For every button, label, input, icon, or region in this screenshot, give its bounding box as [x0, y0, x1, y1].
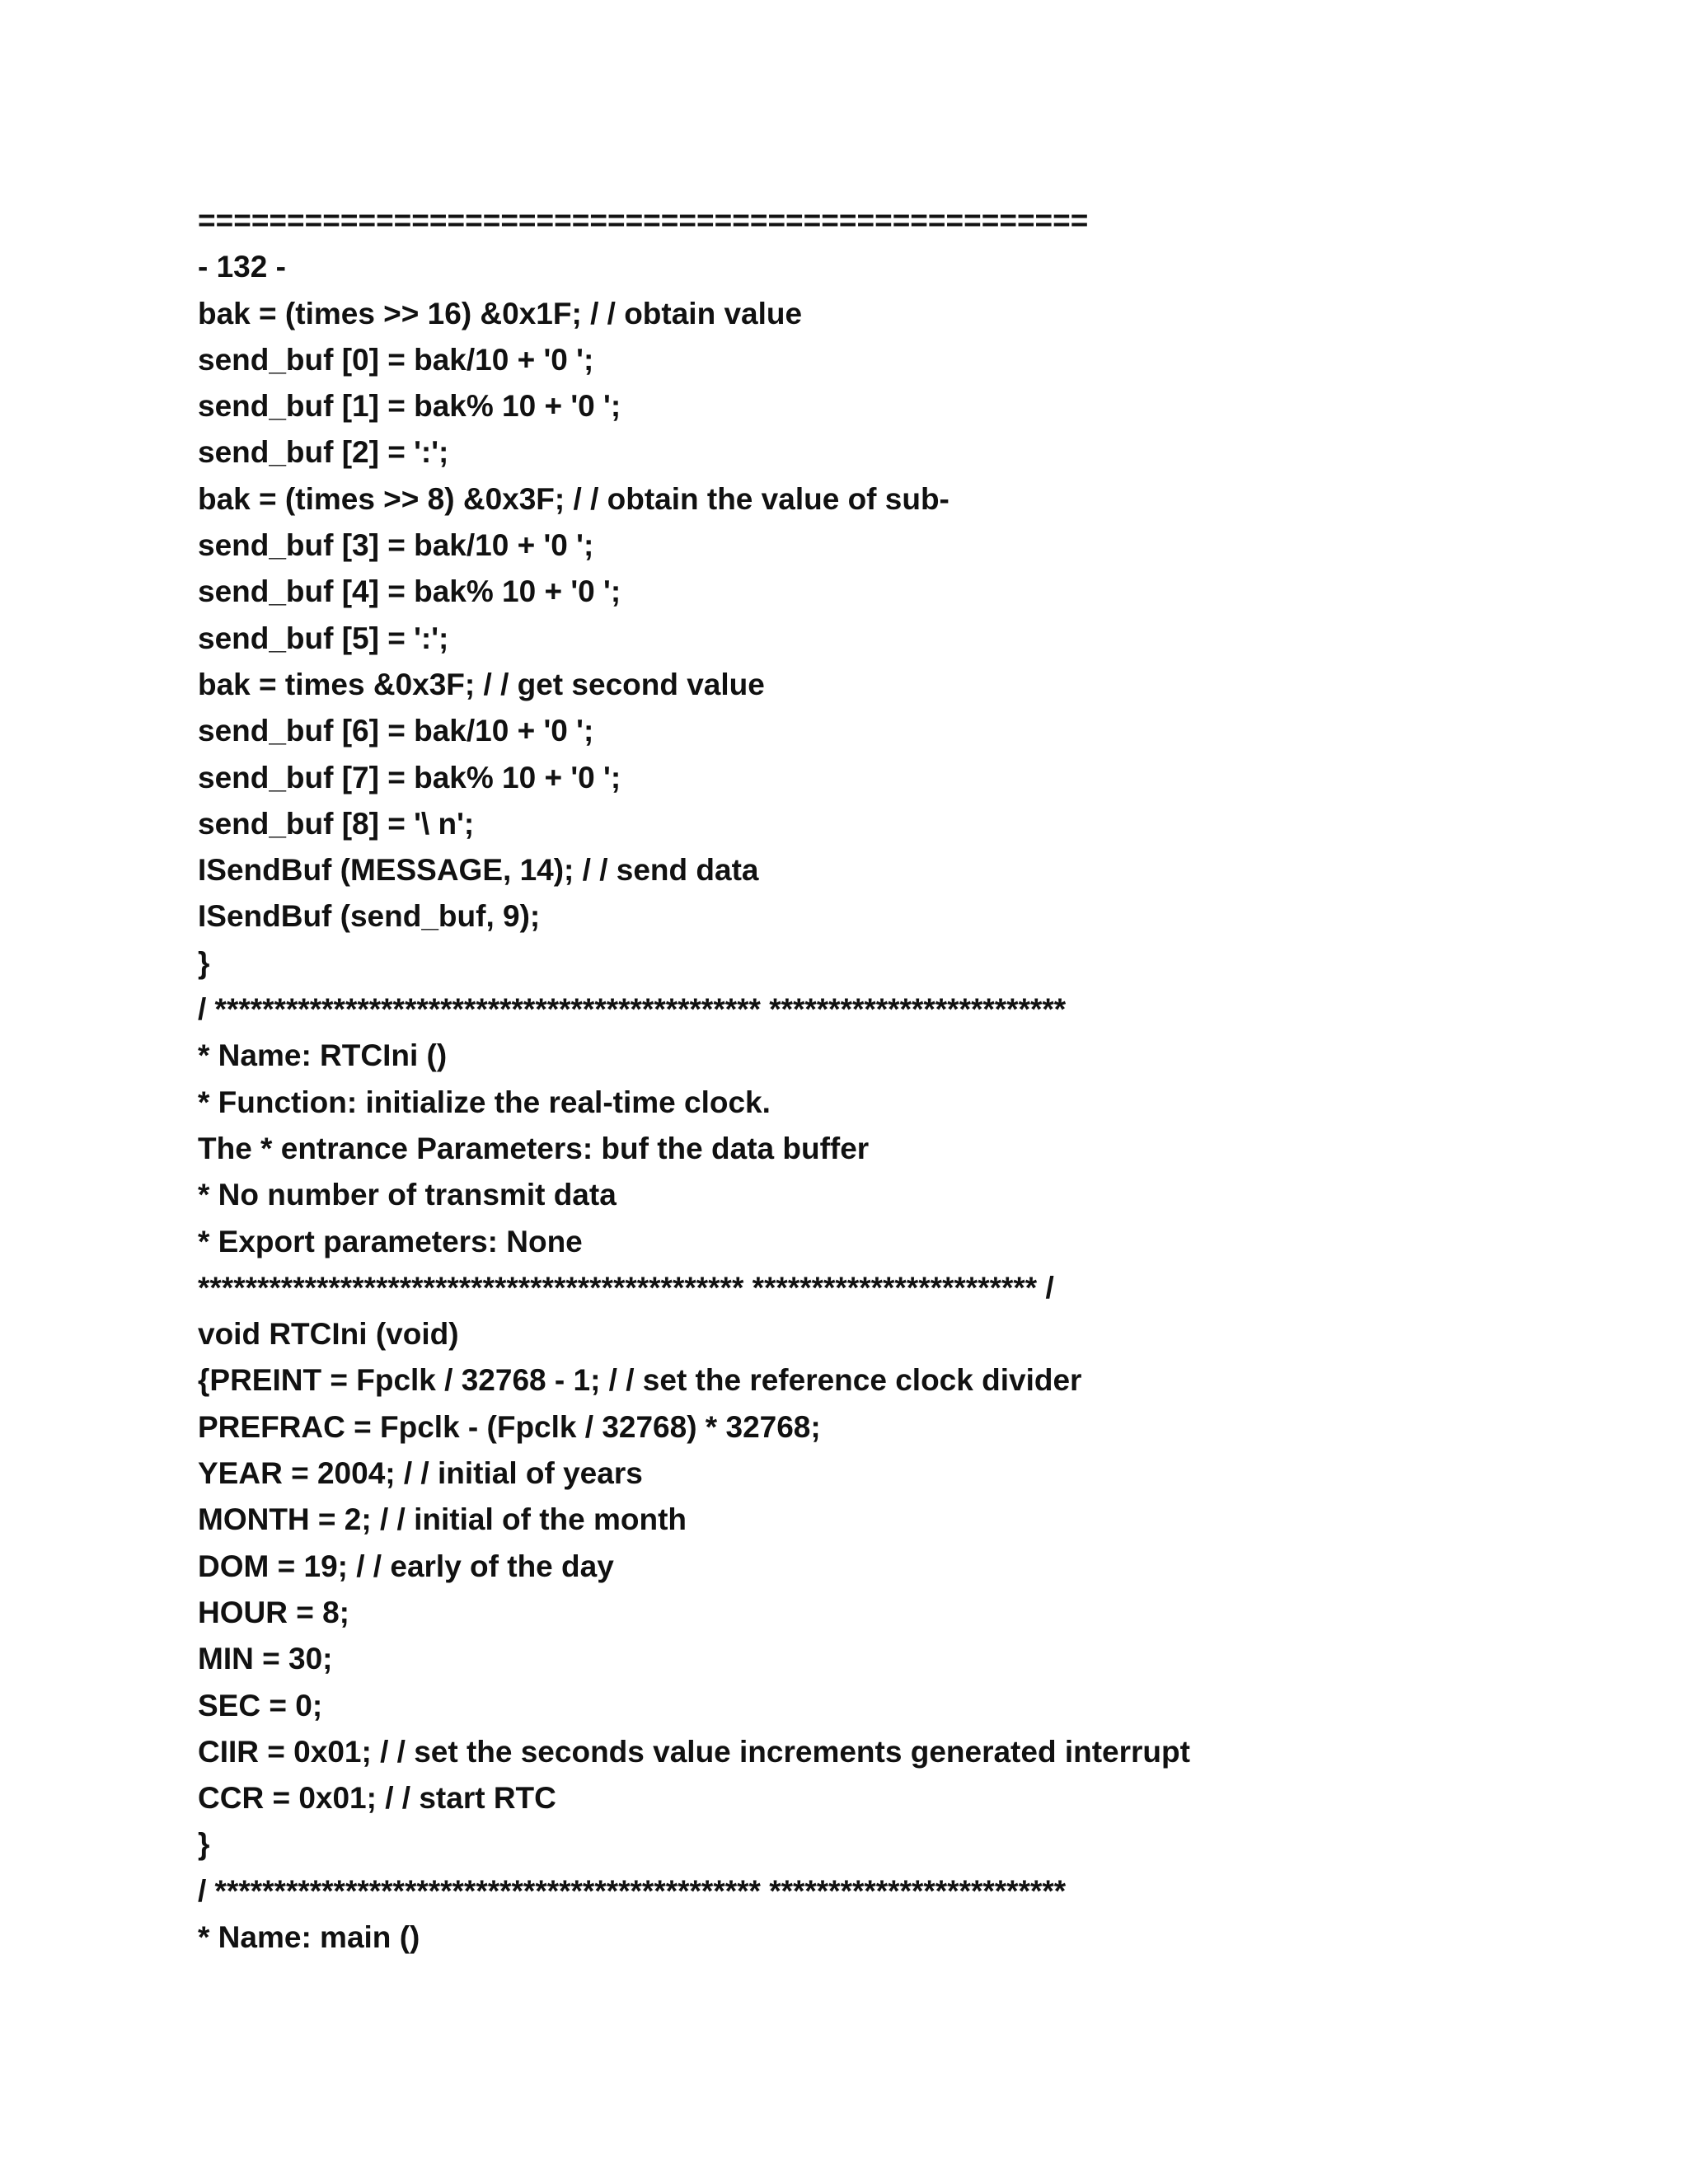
separator-line: ================================================== [198, 204, 1089, 237]
code-line: send_buf [4] = bak% 10 + '0 '; [198, 574, 621, 609]
code-line: CCR = 0x01; / / start RTC [198, 1781, 556, 1816]
code-line: MIN = 30; [198, 1642, 333, 1676]
page-number: - 132 - [198, 250, 286, 284]
code-line: DOM = 19; / / early of the day [198, 1549, 614, 1583]
code-line: {PREINT = Fpclk / 32768 - 1; / / set the reference clock divider [198, 1363, 1082, 1398]
code-line: CIIR = 0x01; / / set the seconds value increments generated interrupt [198, 1734, 1190, 1769]
code-line: bak = (times >> 8) &0x3F; / / obtain the value of sub- [198, 481, 950, 516]
code-line: HOUR = 8; [198, 1595, 350, 1629]
comment-line: * Function: initialize the real-time clock. [198, 1085, 771, 1119]
comment-line: * Name: RTCIni () [198, 1038, 448, 1073]
code-line: send_buf [8] = '\ n'; [198, 806, 475, 841]
comment-line: The * entrance Parameters: buf the data buffer [198, 1131, 870, 1165]
comment-border-line: / ********************************************** ************************* [198, 992, 1067, 1027]
code-line: void RTCIni (void) [198, 1317, 459, 1352]
code-line: send_buf [2] = ':'; [198, 435, 449, 470]
code-line: PREFRAC = Fpclk - (Fpclk / 32768) * 32768; [198, 1409, 821, 1444]
code-line: send_buf [0] = bak/10 + '0 '; [198, 342, 594, 377]
code-line: YEAR = 2004; / / initial of years [198, 1456, 643, 1491]
code-line: SEC = 0; [198, 1688, 323, 1722]
code-line: send_buf [5] = ':'; [198, 621, 449, 655]
code-line: MONTH = 2; / / initial of the month [198, 1502, 687, 1537]
comment-line: * Export parameters: None [198, 1224, 583, 1258]
code-line: bak = times &0x3F; / / get second value [198, 667, 765, 701]
comment-line: * No number of transmit data [198, 1178, 617, 1212]
code-line: ISendBuf (send_buf, 9); [198, 899, 541, 934]
code-line: send_buf [6] = bak/10 + '0 '; [198, 714, 594, 748]
comment-border-line: ********************************************** ************************ / [198, 1270, 1054, 1305]
code-line: } [198, 1827, 210, 1862]
code-line: bak = (times >> 16) &0x1F; / / obtain value [198, 296, 803, 330]
code-line: send_buf [7] = bak% 10 + '0 '; [198, 760, 621, 794]
comment-line: * Name: main () [198, 1919, 420, 1954]
code-line: ISendBuf (MESSAGE, 14); / / send data [198, 853, 759, 888]
code-line: send_buf [1] = bak% 10 + '0 '; [198, 389, 621, 424]
code-line: } [198, 945, 210, 980]
code-line: send_buf [3] = bak/10 + '0 '; [198, 528, 594, 563]
code-listing [198, 198, 1517, 1961]
comment-border-line: / ********************************************** ************************* [198, 1873, 1067, 1908]
